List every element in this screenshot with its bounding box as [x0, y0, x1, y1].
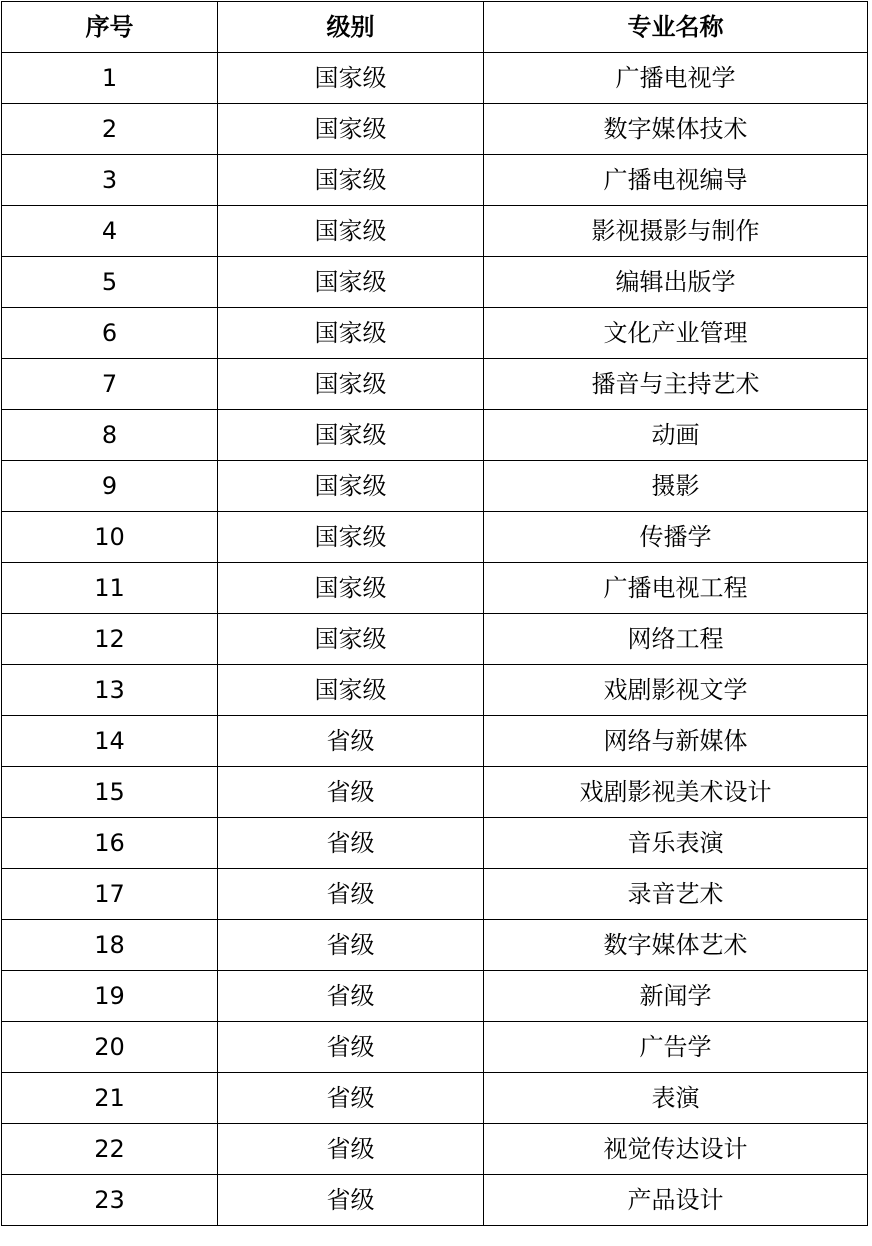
table-row: [2, 1124, 868, 1175]
cell-level: 国家级: [218, 257, 484, 308]
cell-major-name: 影视摄影与制作: [484, 206, 868, 257]
table-row: [2, 155, 868, 206]
cell-index: 17: [2, 869, 218, 920]
cell-level: 国家级: [218, 665, 484, 716]
cell-index: 11: [2, 563, 218, 614]
cell-major-name: 广播电视工程: [484, 563, 868, 614]
cell-index: 20: [2, 1022, 218, 1073]
cell-major-name: 摄影: [484, 461, 868, 512]
cell-major-name: 动画: [484, 410, 868, 461]
cell-level: 国家级: [218, 512, 484, 563]
table-row: [2, 359, 868, 410]
cell-major-name: 数字媒体艺术: [484, 920, 868, 971]
cell-index: 5: [2, 257, 218, 308]
cell-major-name: 产品设计: [484, 1175, 868, 1226]
cell-index: 7: [2, 359, 218, 410]
majors-table: [1, 1, 868, 1226]
cell-major-name: 戏剧影视美术设计: [484, 767, 868, 818]
header-major-name: 专业名称: [484, 2, 868, 53]
cell-level: 国家级: [218, 563, 484, 614]
cell-major-name: 戏剧影视文学: [484, 665, 868, 716]
cell-level: 国家级: [218, 308, 484, 359]
cell-index: 13: [2, 665, 218, 716]
table-row: [2, 53, 868, 104]
cell-major-name: 表演: [484, 1073, 868, 1124]
cell-major-name: 音乐表演: [484, 818, 868, 869]
cell-index: 4: [2, 206, 218, 257]
cell-index: 18: [2, 920, 218, 971]
cell-level: 省级: [218, 1124, 484, 1175]
cell-index: 19: [2, 971, 218, 1022]
cell-index: 10: [2, 512, 218, 563]
cell-index: 8: [2, 410, 218, 461]
cell-major-name: 录音艺术: [484, 869, 868, 920]
cell-level: 省级: [218, 1022, 484, 1073]
cell-index: 16: [2, 818, 218, 869]
table-body: [2, 53, 868, 1226]
table-row: [2, 920, 868, 971]
cell-index: 3: [2, 155, 218, 206]
table-row: [2, 818, 868, 869]
cell-level: 国家级: [218, 53, 484, 104]
cell-level: 国家级: [218, 461, 484, 512]
cell-major-name: 编辑出版学: [484, 257, 868, 308]
header-level: 级别: [218, 2, 484, 53]
cell-level: 省级: [218, 767, 484, 818]
table-row: [2, 410, 868, 461]
cell-level: 省级: [218, 1175, 484, 1226]
table-row: [2, 614, 868, 665]
cell-level: 省级: [218, 716, 484, 767]
table-row: [2, 869, 868, 920]
cell-level: 国家级: [218, 206, 484, 257]
cell-index: 14: [2, 716, 218, 767]
cell-index: 2: [2, 104, 218, 155]
cell-major-name: 新闻学: [484, 971, 868, 1022]
cell-major-name: 文化产业管理: [484, 308, 868, 359]
table-row: [2, 665, 868, 716]
cell-major-name: 广播电视学: [484, 53, 868, 104]
cell-index: 1: [2, 53, 218, 104]
cell-level: 省级: [218, 920, 484, 971]
table-row: [2, 206, 868, 257]
cell-index: 21: [2, 1073, 218, 1124]
cell-major-name: 数字媒体技术: [484, 104, 868, 155]
table-header: [2, 2, 868, 53]
cell-major-name: 传播学: [484, 512, 868, 563]
header-index: 序号: [2, 2, 218, 53]
cell-level: 国家级: [218, 359, 484, 410]
table-row: [2, 1073, 868, 1124]
table-row: [2, 512, 868, 563]
majors-table-container: [1, 1, 868, 1226]
table-row: [2, 563, 868, 614]
cell-level: 国家级: [218, 155, 484, 206]
cell-major-name: 网络与新媒体: [484, 716, 868, 767]
cell-major-name: 网络工程: [484, 614, 868, 665]
header-row: [2, 2, 868, 53]
cell-level: 省级: [218, 1073, 484, 1124]
table-row: [2, 461, 868, 512]
cell-level: 国家级: [218, 410, 484, 461]
table-row: [2, 104, 868, 155]
cell-index: 22: [2, 1124, 218, 1175]
cell-level: 省级: [218, 971, 484, 1022]
cell-level: 省级: [218, 818, 484, 869]
cell-index: 12: [2, 614, 218, 665]
table-row: [2, 1175, 868, 1226]
cell-major-name: 视觉传达设计: [484, 1124, 868, 1175]
table-row: [2, 971, 868, 1022]
cell-index: 9: [2, 461, 218, 512]
table-row: [2, 767, 868, 818]
cell-index: 15: [2, 767, 218, 818]
cell-major-name: 广告学: [484, 1022, 868, 1073]
cell-index: 23: [2, 1175, 218, 1226]
cell-level: 国家级: [218, 104, 484, 155]
cell-level: 国家级: [218, 614, 484, 665]
cell-major-name: 播音与主持艺术: [484, 359, 868, 410]
table-row: [2, 1022, 868, 1073]
table-row: [2, 308, 868, 359]
table-row: [2, 716, 868, 767]
table-row: [2, 257, 868, 308]
cell-major-name: 广播电视编导: [484, 155, 868, 206]
cell-level: 省级: [218, 869, 484, 920]
cell-index: 6: [2, 308, 218, 359]
